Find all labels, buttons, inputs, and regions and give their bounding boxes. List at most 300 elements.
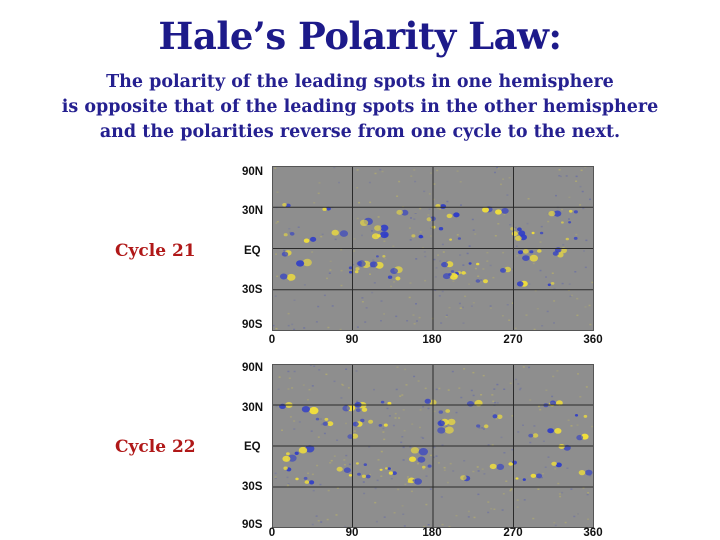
following-spot [409,457,416,462]
noise-speck [478,470,480,472]
noise-speck [537,489,539,491]
noise-speck [363,481,365,483]
following-spot [449,239,452,241]
noise-speck [510,488,512,490]
noise-speck [492,401,494,403]
noise-speck [345,423,347,425]
noise-speck [332,305,334,307]
noise-speck [291,324,293,326]
leading-spot [523,478,526,481]
noise-speck [459,254,461,256]
noise-speck [474,233,476,235]
noise-speck [542,473,544,475]
following-spot [299,447,307,454]
noise-speck [415,303,417,305]
noise-speck [576,298,578,300]
noise-speck [468,283,470,285]
leading-spot [355,270,359,273]
noise-speck [410,239,412,241]
noise-speck [303,327,305,329]
noise-speck [392,246,394,248]
noise-speck [441,496,443,498]
x-label-180: 180 [422,334,442,346]
noise-speck [413,169,415,171]
leading-spot [536,474,542,479]
noise-speck [364,321,366,323]
noise-speck [488,444,490,446]
noise-speck [443,251,445,253]
noise-speck [574,271,576,273]
following-spot [284,233,288,236]
noise-speck [559,169,561,171]
leading-spot [414,478,422,484]
page-title: Hale’s Polarity Law: [158,14,562,58]
noise-speck [438,388,440,390]
following-spot [349,271,352,274]
leading-spot [382,255,385,258]
leading-spot [554,428,561,434]
noise-speck [467,253,469,255]
noise-speck [434,411,436,413]
noise-speck [559,493,561,495]
noise-speck [324,295,326,297]
following-spot [441,262,448,267]
noise-speck [568,218,570,220]
noise-speck [327,327,329,329]
following-spot [304,239,310,243]
noise-speck [369,202,371,204]
noise-speck [528,283,530,285]
noise-speck [477,466,479,468]
noise-speck [486,252,488,254]
noise-speck [366,307,368,309]
noise-speck [520,388,522,390]
noise-speck [338,182,340,184]
leading-spot [497,415,503,420]
noise-speck [357,326,359,328]
noise-speck [435,276,437,278]
leading-spot [364,463,367,466]
noise-speck [391,478,393,480]
leading-spot [461,271,466,275]
following-spot [362,475,366,478]
noise-speck [283,250,285,252]
noise-speck [436,170,438,172]
magnetogram-cycle-21 [272,166,594,331]
noise-speck [477,276,479,278]
noise-speck [433,183,435,185]
following-spot [490,464,497,469]
noise-speck [428,524,430,526]
noise-speck [303,384,305,386]
noise-speck [380,320,382,322]
noise-speck [501,437,503,439]
noise-speck [403,409,405,411]
noise-speck [356,370,358,372]
noise-speck [469,245,471,247]
x-label-270: 270 [503,334,523,346]
noise-speck [552,273,554,275]
noise-speck [313,366,315,368]
following-spot [379,424,383,427]
noise-speck [505,481,507,483]
following-spot [531,474,537,478]
noise-speck [309,389,311,391]
following-spot [396,210,403,215]
noise-speck [426,475,428,477]
following-spot [522,255,530,261]
noise-speck [345,455,347,457]
noise-speck [553,522,555,524]
following-spot [493,414,498,418]
noise-speck [500,184,502,186]
noise-speck [446,315,448,317]
noise-speck [384,258,386,260]
noise-speck [490,265,492,267]
noise-speck [276,328,278,330]
noise-speck [337,488,339,490]
noise-speck [468,516,470,518]
noise-speck [287,477,289,479]
noise-speck [556,370,558,372]
following-spot [448,273,452,276]
following-spot [370,261,378,267]
noise-speck [279,376,281,378]
noise-speck [591,426,593,428]
noise-speck [528,198,530,200]
y-label-eq: EQ [244,441,261,453]
leading-spot [303,259,312,266]
following-spot [548,284,551,287]
following-spot [322,208,326,211]
noise-speck [547,221,549,223]
leading-spot [287,274,296,281]
noise-speck [409,227,411,229]
noise-speck [571,425,573,427]
leading-spot [454,274,458,277]
noise-speck [508,320,510,322]
noise-speck [483,473,485,475]
noise-speck [582,208,584,210]
noise-speck [562,244,564,246]
noise-speck [361,235,363,237]
noise-speck [307,473,309,475]
noise-speck [421,437,423,439]
noise-speck [422,406,424,408]
noise-speck [545,467,547,469]
noise-speck [383,439,385,441]
noise-speck [471,305,473,307]
subtitle-line-3: and the polarities reverse from one cycle to the next. [99,122,621,142]
noise-speck [487,501,489,503]
noise-speck [277,221,279,223]
noise-speck [378,216,380,218]
noise-speck [436,267,438,269]
noise-speck [406,384,408,386]
noise-speck [424,256,426,257]
noise-speck [517,499,519,501]
leading-spot [309,480,314,484]
noise-speck [357,169,359,171]
noise-speck [382,171,384,173]
noise-speck [517,383,519,385]
following-spot [282,252,288,257]
noise-speck [543,441,545,443]
noise-speck [582,191,584,193]
following-spot [323,422,329,426]
following-spot [286,452,290,455]
noise-speck [356,401,358,403]
x-label-360: 360 [583,334,603,346]
noise-speck [452,470,454,472]
noise-speck [533,425,535,427]
noise-speck [361,297,363,299]
noise-speck [336,440,338,442]
following-spot [569,210,573,213]
noise-speck [532,518,534,520]
noise-speck [493,412,495,414]
noise-speck [275,473,277,475]
noise-speck [294,371,296,373]
noise-speck [411,423,413,425]
noise-speck [493,388,495,390]
noise-speck [404,484,406,486]
noise-speck [402,505,404,507]
noise-speck [335,239,337,241]
noise-speck [398,417,400,419]
noise-speck [445,316,447,318]
noise-speck [587,492,589,494]
x-label-0: 0 [268,334,276,346]
noise-speck [487,512,489,514]
noise-speck [340,397,342,399]
following-spot [561,221,564,223]
noise-speck [583,250,585,252]
noise-speck [397,489,399,491]
following-spot [476,424,480,427]
noise-speck [288,228,290,230]
following-spot [356,462,359,464]
noise-speck [281,430,283,432]
noise-speck [298,227,300,229]
noise-speck [566,175,568,177]
following-spot [358,260,366,266]
noise-speck [320,521,322,523]
noise-speck [502,252,504,254]
leading-spot [574,210,578,213]
y-label-30s: 30S [242,481,263,493]
noise-speck [420,409,422,411]
noise-speck [380,476,382,478]
y-label-90n: 90N [242,166,264,178]
noise-speck [403,459,405,461]
noise-speck [416,320,418,322]
following-spot [349,474,352,477]
noise-speck [494,402,496,404]
noise-speck [424,280,426,282]
noise-speck [554,288,556,290]
noise-speck [460,204,462,206]
noise-speck [585,267,587,269]
noise-speck [377,480,379,482]
noise-speck [458,387,460,389]
noise-speck [534,329,536,331]
noise-speck [457,170,459,172]
leading-spot [453,212,459,217]
leading-spot [384,234,388,237]
noise-speck [565,522,567,524]
noise-speck [276,406,278,408]
noise-speck [545,390,547,392]
following-spot [575,414,578,417]
noise-speck [320,418,322,420]
noise-speck [439,208,441,210]
noise-speck [390,286,392,288]
noise-speck [424,251,426,253]
noise-speck [393,281,395,283]
noise-speck [395,413,397,415]
following-spot [295,478,298,481]
leading-spot [458,237,461,240]
following-spot [547,428,554,433]
noise-speck [326,278,328,280]
noise-speck [341,270,343,272]
noise-speck [363,493,365,495]
noise-speck [439,295,441,297]
noise-speck [290,416,292,418]
noise-speck [313,202,315,204]
x-label-270: 270 [503,527,523,539]
noise-speck [516,255,518,257]
following-spot [296,260,304,266]
following-spot [377,234,381,237]
leading-spot [309,407,318,414]
noise-speck [369,274,371,276]
noise-speck [587,494,589,496]
noise-speck [472,471,474,473]
noise-speck [406,320,408,322]
noise-speck [312,385,314,387]
noise-speck [401,436,403,438]
noise-speck [277,191,279,193]
following-spot [437,427,445,433]
noise-speck [438,462,440,464]
noise-speck [552,376,554,378]
noise-speck [371,230,373,232]
leading-spot [476,263,479,266]
following-spot [316,418,319,421]
leading-spot [325,418,329,421]
noise-speck [495,235,497,237]
leading-spot [518,230,525,236]
noise-speck [566,468,568,470]
noise-speck [400,442,402,444]
noise-speck [486,260,488,262]
noise-speck [275,477,277,479]
noise-speck [442,244,444,246]
noise-speck [415,213,417,215]
leading-spot [501,208,508,214]
following-spot [553,251,559,256]
noise-speck [319,484,321,486]
noise-speck [502,178,504,180]
x-label-360: 360 [583,527,603,539]
noise-speck [482,268,484,270]
noise-speck [404,369,406,371]
following-spot [411,447,419,453]
noise-speck [585,306,587,308]
noise-speck [436,455,438,457]
leading-spot [428,465,432,468]
noise-speck [374,502,376,504]
noise-speck [545,276,547,278]
noise-speck [557,483,559,485]
noise-speck [276,276,278,278]
noise-speck [528,367,530,369]
noise-speck [490,305,492,307]
following-spot [353,422,359,427]
noise-speck [510,383,512,385]
noise-speck [442,524,444,526]
following-spot [528,434,533,438]
noise-speck [348,387,350,389]
noise-speck [474,517,476,519]
noise-speck [374,282,376,284]
following-spot [529,250,533,253]
noise-speck [447,482,449,484]
noise-speck [376,521,378,523]
noise-speck [444,470,446,472]
leading-spot [523,249,529,254]
noise-speck [430,172,432,174]
noise-speck [548,456,550,458]
noise-speck [452,371,454,373]
noise-speck [516,246,518,248]
noise-speck [433,447,435,449]
subtitle-line-1: The polarity of the leading spots in one hemisphere [106,72,614,92]
following-spot [360,220,368,226]
noise-speck [371,292,373,294]
noise-speck [274,168,276,170]
noise-speck [436,389,438,391]
noise-speck [541,325,543,327]
noise-speck [420,231,422,233]
noise-speck [288,313,290,315]
leading-spot [413,479,416,481]
noise-speck [515,328,517,330]
leading-spot [395,277,400,281]
leading-spot [445,409,450,413]
noise-speck [537,308,539,310]
noise-speck [561,209,563,211]
noise-speck [459,303,461,305]
noise-speck [490,508,492,510]
noise-speck [384,516,386,518]
leading-spot [551,282,555,285]
following-spot [337,467,343,472]
noise-speck [425,504,427,506]
noise-speck [506,194,508,196]
noise-speck [502,509,504,511]
noise-speck [529,399,531,401]
noise-speck [275,222,277,224]
noise-speck [299,421,301,423]
leading-spot [540,232,543,235]
noise-speck [329,462,331,464]
noise-speck [410,175,412,177]
noise-speck [510,490,512,492]
noise-speck [503,452,505,454]
